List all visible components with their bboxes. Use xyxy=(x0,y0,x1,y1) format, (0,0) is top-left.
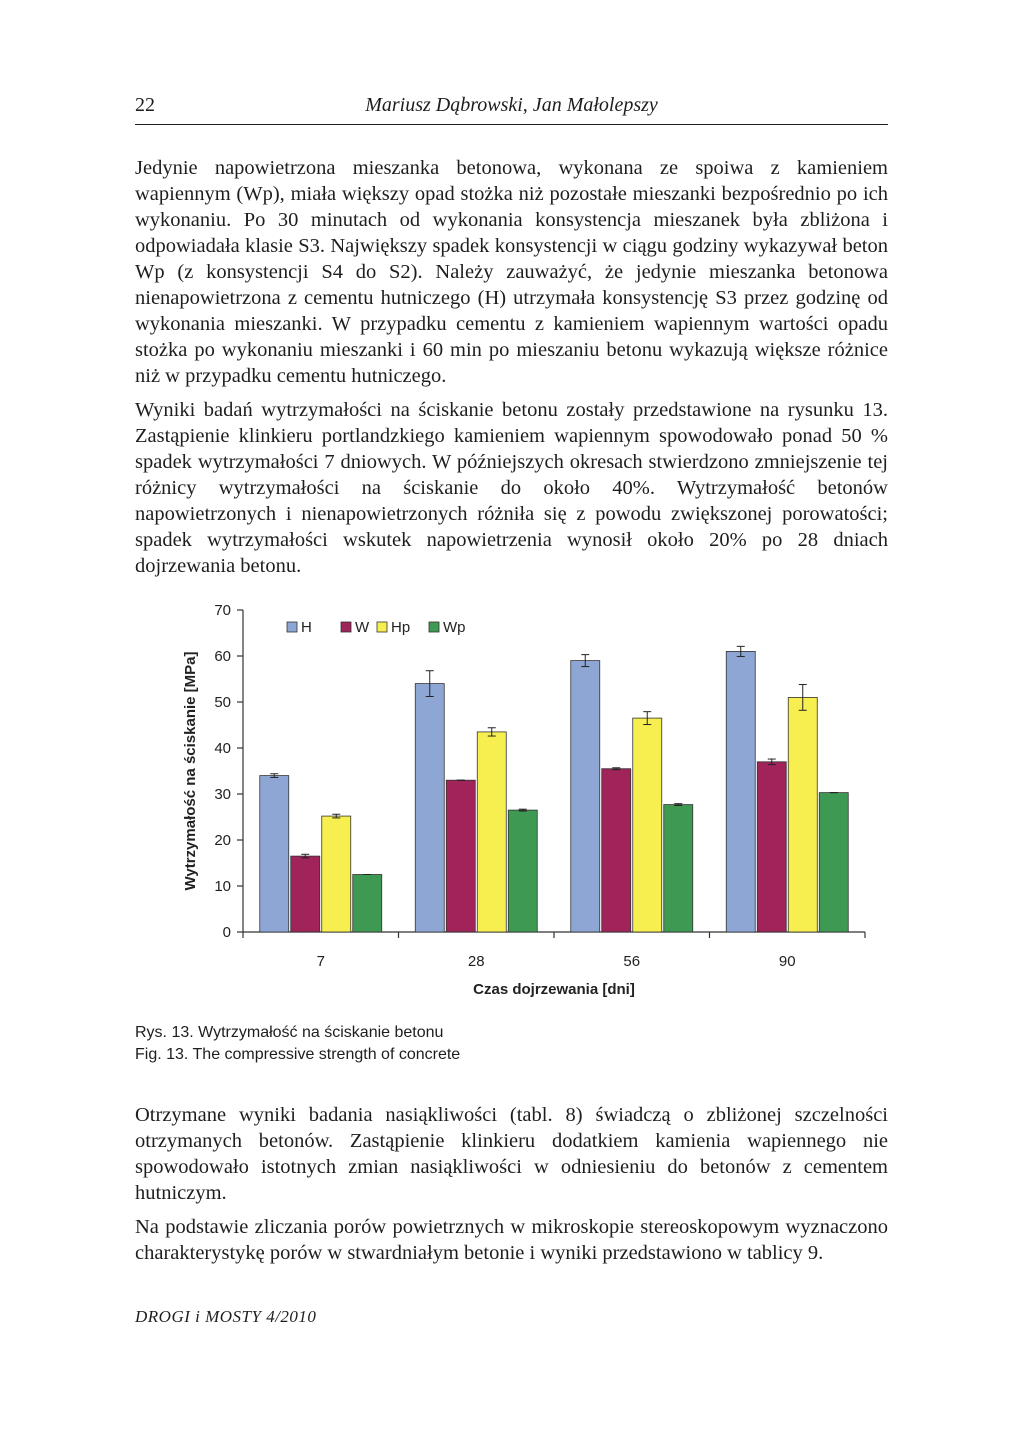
x-tick-label: 90 xyxy=(778,953,796,970)
legend-swatch-w xyxy=(341,622,351,632)
legend-swatch-hp xyxy=(377,622,387,632)
bar-hp-90 xyxy=(788,697,817,932)
bar-wp-90 xyxy=(819,793,848,932)
y-tick-label: 20 xyxy=(214,832,231,849)
legend-swatch-h xyxy=(287,622,297,632)
bar-w-56 xyxy=(602,769,631,932)
paragraph-strength-results: Wyniki badań wytrzymałości na ściskanie betonu zostały przedstawione na rysunku 13. Zastąpienie klinkieru portlandzkiego kamieniem wapiennym spowodowało ponad 50 % spadek wytrzymałości 7 dniowych. W późniejszych okresach stwierdzono zmniejszenie tej różnicy wytrzymałości na ściskanie do około 40%. Wytrzymałość betonów napowietrzonych i nienapowietrzonych różniła się z powodu zwiększonej porowatości; spadek wytrzymałości wskutek napowietrzenia wynosił około 20% po 28 dniach dojrzewania betonu. xyxy=(135,399,888,577)
x-tick-label: 56 xyxy=(623,953,641,970)
compressive-strength-chart xyxy=(175,598,875,1008)
bar-hp-7 xyxy=(322,816,351,932)
x-tick-label: 28 xyxy=(467,953,485,970)
paragraph-absorption: Otrzymane wyniki badania nasiąkliwości (tabl. 8) świadczą o zbliżonej szczelności otrzymanych betonów. Zastąpienie klinkieru dodatkiem kamienia wapiennego nie spowodowało istotnych zmian nasiąkliwości w odniesieniu do betonów z cementem hutniczym. xyxy=(135,1104,888,1204)
legend-label-w: W xyxy=(355,619,370,636)
bar-w-90 xyxy=(757,762,786,932)
y-tick-label: 70 xyxy=(214,602,231,619)
page-number: 22 xyxy=(135,94,155,116)
paragraph-consistency: Jedynie napowietrzona mieszanka betonowa, wykonana ze spoiwa z kamieniem wapiennym (Wp), miała większy opad stożka niż pozostałe mieszanki bezpośrednio po ich wykonaniu. Po 30 minutach od wykonania konsystencja mieszanek była zbliżona i odpowiadała klasie S3. Największy spadek konsystencji w ciągu godziny wykazywał beton Wp (z konsystencji S4 do S2). Należy zauważyć, że jedynie mieszanka betonowa nienapowietrzona z cementu hutniczego (H) utrzymała konsystencję S3 przez godzinę od wykonania mieszanki. W przypadku cementu z kamieniem wapiennym wartości opadu stożka po wykonaniu mieszanki i 60 min po mieszaniu betonu wykazują większe różnice niż w przypadku cementu hutniczego. xyxy=(135,157,888,387)
x-axis-title: Czas dojrzewania [dni] xyxy=(473,981,635,998)
legend-label-h: H xyxy=(301,619,312,636)
page-header xyxy=(135,92,888,125)
y-tick-label: 50 xyxy=(214,694,231,711)
bar-h-7 xyxy=(260,776,289,932)
bar-wp-56 xyxy=(664,805,693,932)
bar-h-56 xyxy=(571,661,600,932)
y-tick-label: 40 xyxy=(214,740,231,757)
figure-caption-en: Fig. 13. The compressive strength of concrete xyxy=(135,1046,461,1063)
bar-wp-7 xyxy=(353,875,382,933)
legend-label-hp: Hp xyxy=(391,619,411,636)
bar-hp-28 xyxy=(477,732,506,932)
bar-w-7 xyxy=(291,856,320,932)
y-tick-label: 60 xyxy=(214,648,231,665)
legend-label-wp: Wp xyxy=(443,619,466,636)
legend-swatch-wp xyxy=(429,622,439,632)
figure-caption-pl: Rys. 13. Wytrzymałość na ściskanie betonu xyxy=(135,1024,444,1041)
bar-wp-28 xyxy=(508,810,537,932)
running-header-authors: Mariusz Dąbrowski, Jan Małolepszy xyxy=(365,94,658,116)
bar-w-28 xyxy=(446,780,475,932)
bar-hp-56 xyxy=(633,718,662,932)
journal-footer: DROGI i MOSTY 4/2010 xyxy=(135,1307,317,1326)
y-tick-label: 30 xyxy=(214,786,231,803)
bar-h-90 xyxy=(726,651,755,932)
y-axis-title: Wytrzymałość na ściskanie [MPa] xyxy=(182,651,199,891)
paragraph-air-pores: Na podstawie zliczania porów powietrznych w mikroskopie stereoskopowym wyznaczono charakterystykę porów w stwardniałym betonie i wyniki przedstawiono w tablicy 9. xyxy=(135,1216,888,1264)
x-tick-label: 7 xyxy=(316,953,325,970)
bar-h-28 xyxy=(415,684,444,932)
y-tick-label: 0 xyxy=(222,924,231,941)
y-tick-label: 10 xyxy=(214,878,231,895)
